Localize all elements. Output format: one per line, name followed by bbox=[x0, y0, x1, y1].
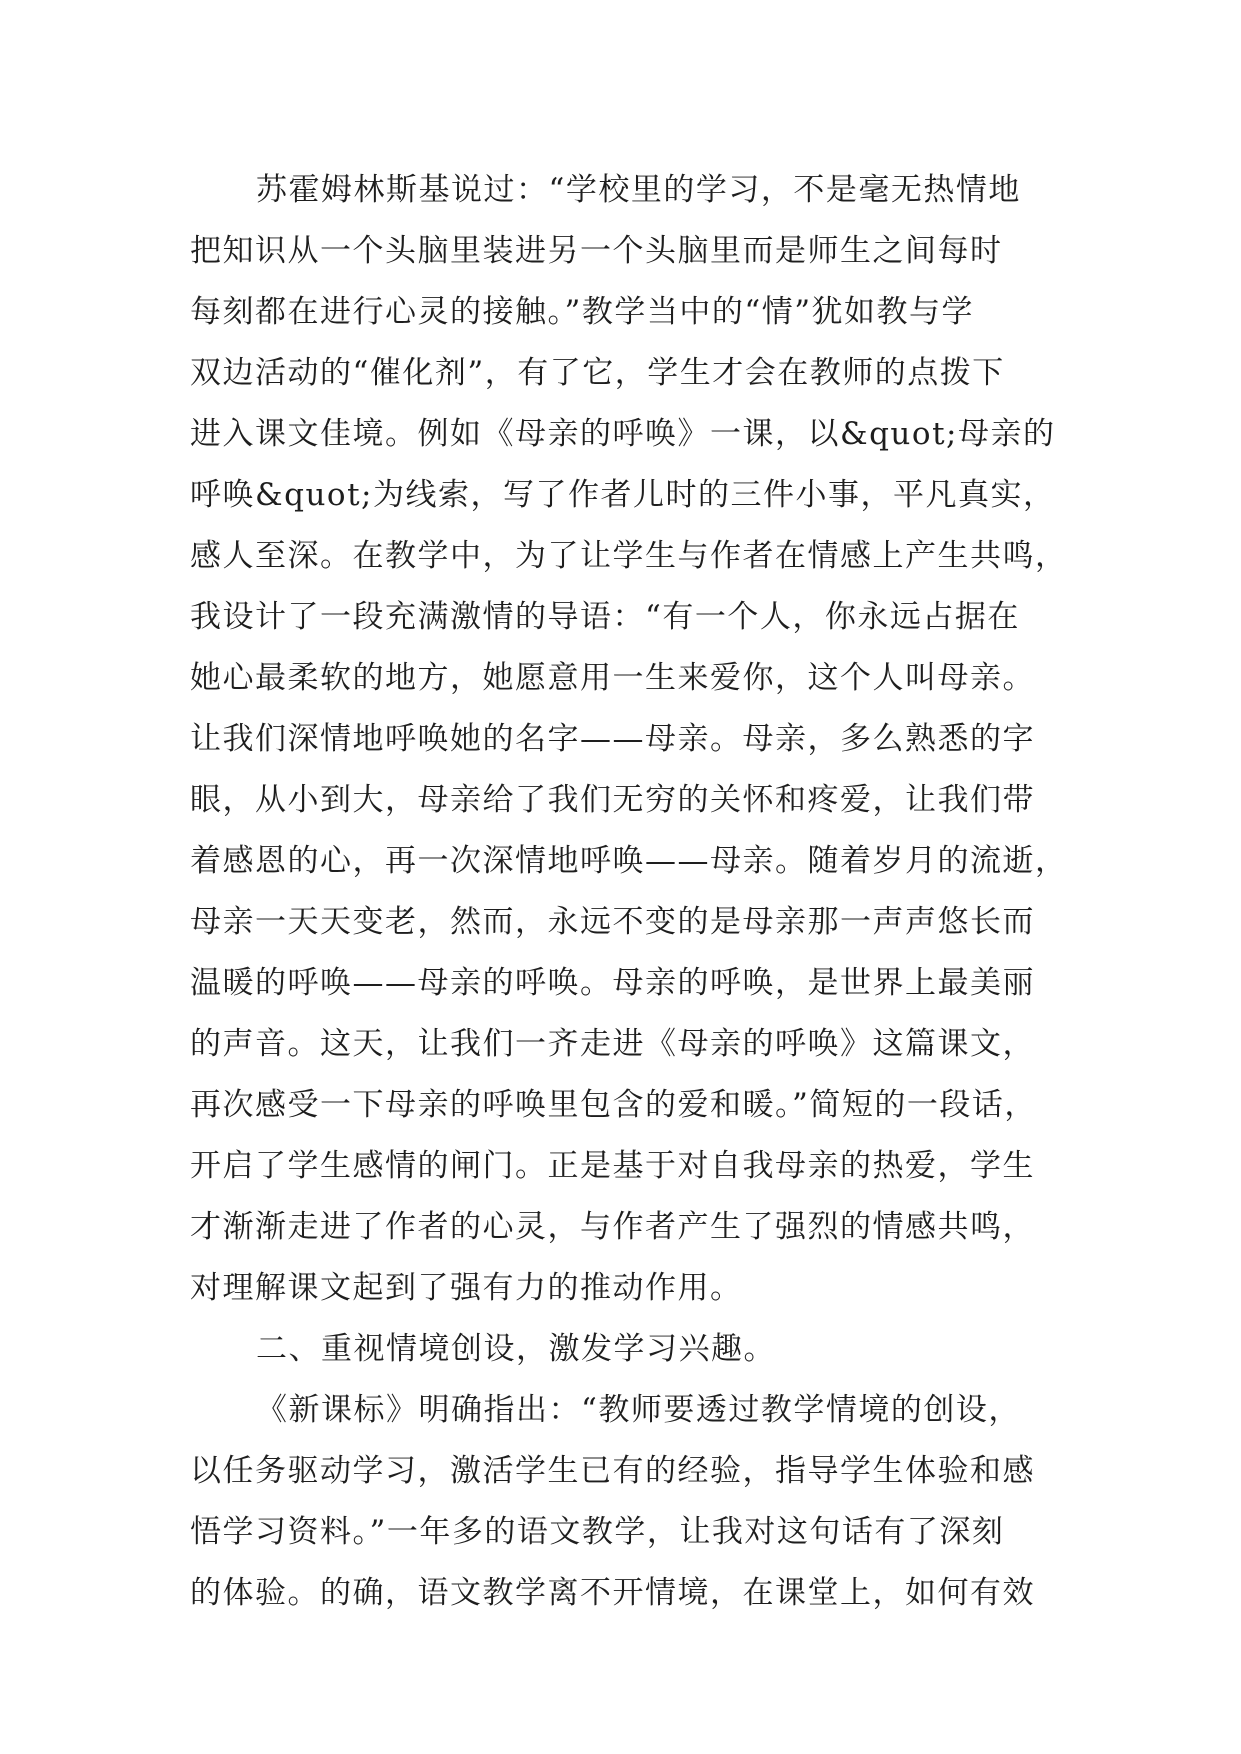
text-line: 《新课标》明确指出：“教师要透过教学情境的创设， bbox=[256, 1392, 1021, 1428]
text-line: 让我们深情地呼唤她的名字——母亲。母亲，多么熟悉的字 bbox=[190, 721, 1035, 757]
text-line: 着感恩的心，再一次深情地呼唤——母亲。随着岁月的流逝， bbox=[190, 843, 1068, 879]
text-line: 我设计了一段充满激情的导语：“有一个人，你永远占据在 bbox=[190, 599, 1020, 635]
text-line: 感人至深。在教学中，为了让学生与作者在情感上产生共鸣， bbox=[190, 538, 1068, 574]
text-line: 母亲一天天变老，然而，永远不变的是母亲那一声声悠长而 bbox=[190, 904, 1035, 940]
text-line: 眼，从小到大，母亲给了我们无穷的关怀和疼爱，让我们带 bbox=[190, 782, 1035, 818]
text-line: 温暖的呼唤——母亲的呼唤。母亲的呼唤，是世界上最美丽 bbox=[190, 965, 1035, 1001]
body-text bbox=[190, 160, 1070, 1624]
text-line: 以任务驱动学习，激活学生已有的经验，指导学生体验和感 bbox=[190, 1453, 1035, 1489]
text-line: 她心最柔软的地方，她愿意用一生来爱你，这个人叫母亲。 bbox=[190, 660, 1035, 696]
text-line: 再次感受一下母亲的呼唤里包含的爱和暖。”简短的一段话， bbox=[190, 1087, 1037, 1123]
section-heading: 二、重视情境创设，激发学习兴趣。 bbox=[256, 1331, 776, 1367]
text-line: 呼唤&quot;为线索，写了作者儿时的三件小事，平凡真实， bbox=[190, 477, 1056, 513]
text-line: 的声音。这天，让我们一齐走进《母亲的呼唤》这篇课文， bbox=[190, 1026, 1035, 1062]
text-line: 的体验。的确，语文教学离不开情境，在课堂上，如何有效 bbox=[190, 1575, 1035, 1611]
text-line: 对理解课文起到了强有力的推动作用。 bbox=[190, 1270, 743, 1306]
text-line: 悟学习资料。”一年多的语文教学，让我对这句话有了深刻 bbox=[190, 1514, 1005, 1550]
text-line: 每刻都在进行心灵的接触。”教学当中的“情”犹如教与学 bbox=[190, 294, 975, 330]
text-line: 开启了学生感情的闸门。正是基于对自我母亲的热爱，学生 bbox=[190, 1148, 1035, 1184]
text-line: 才渐渐走进了作者的心灵，与作者产生了强烈的情感共鸣， bbox=[190, 1209, 1035, 1245]
text-line: 双边活动的“催化剂”，有了它，学生才会在教师的点拨下 bbox=[190, 355, 1005, 391]
text-line: 苏霍姆林斯基说过：“学校里的学习，不是毫无热情地 bbox=[256, 172, 1021, 208]
text-line: 进入课文佳境。例如《母亲的呼唤》一课，以&quot;母亲的 bbox=[190, 416, 1056, 452]
text-line: 把知识从一个头脑里装进另一个头脑里而是师生之间每时 bbox=[190, 233, 1003, 269]
